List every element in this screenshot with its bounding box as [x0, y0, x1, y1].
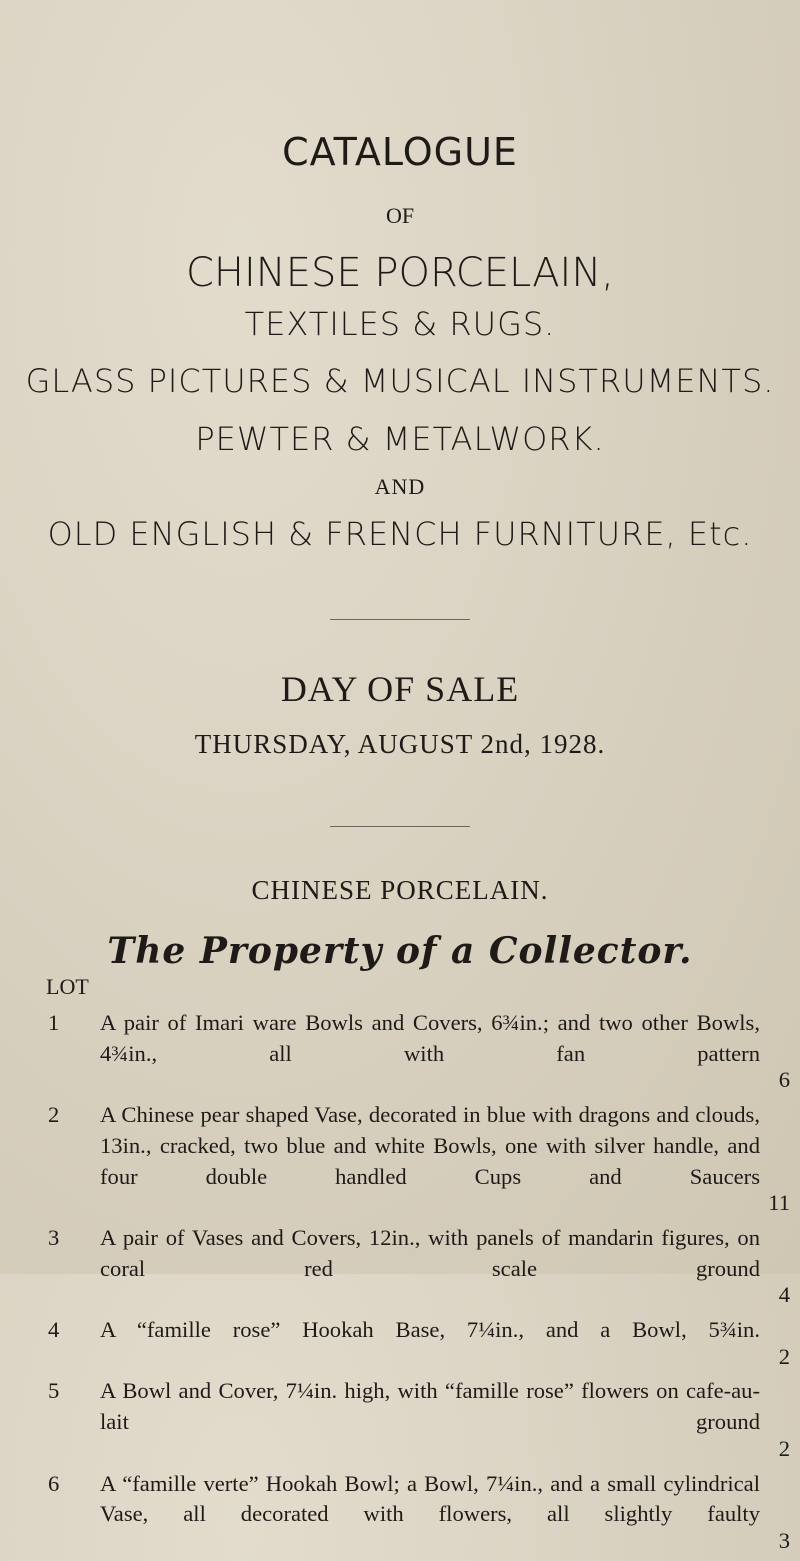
lot-quantity: 2 — [778, 1343, 790, 1369]
lot-number: 2 — [48, 1102, 60, 1128]
lot-item — [40, 1223, 800, 1315]
lot-quantity: 11 — [768, 1190, 790, 1216]
lot-description: A Bowl and Cover, 7¼in. high, with “famille rose” flowers on cafe-au-lait ground — [100, 1378, 760, 1435]
lot-quantity: 6 — [778, 1067, 790, 1093]
catalogue-heading: CATALOGUE — [282, 130, 518, 174]
lot-quantity: 3 — [778, 1527, 790, 1553]
lot-column-label: LOT — [46, 974, 89, 999]
section-heading: CHINESE PORCELAIN. — [251, 875, 549, 905]
lot-item — [40, 1315, 800, 1376]
lot-description: A pair of Imari ware Bowls and Covers, 6¾in.; and two other Bowls, 4¾in., all with fan pattern — [100, 1010, 760, 1066]
divider-rule-bottom — [330, 826, 470, 827]
lot-quantity: 2 — [778, 1435, 790, 1461]
lot-description: A “famille rose” Hookah Base, 7¼in., and a Bowl, 5¾in. — [100, 1317, 760, 1343]
lot-quantity: 4 — [778, 1282, 790, 1308]
and-label: AND — [374, 474, 426, 499]
lot-item — [40, 1008, 800, 1100]
lot-item — [40, 1469, 800, 1561]
lot-number: 6 — [48, 1470, 60, 1496]
lot-description: A pair of Vases and Covers, 12in., with panels of mandarin figures, on coral red scale ground — [100, 1224, 760, 1281]
lot-number: 5 — [48, 1378, 60, 1404]
title-line-5: OLD ENGLISH & FRENCH FURNITURE, Etc. — [47, 515, 753, 553]
lot-description: A “famille verte” Hookah Bowl; a Bowl, 7¼in., and a small cylindrical Vase, all decorated with flowers, all slightly faulty — [100, 1470, 760, 1527]
divider-rule-top — [330, 619, 470, 620]
title-line-4: PEWTER & METALWORK. — [195, 420, 605, 458]
lot-list — [40, 1008, 800, 1561]
sale-date: THURSDAY, AUGUST 2nd, 1928. — [194, 729, 606, 759]
lot-item — [40, 1376, 800, 1468]
title-line-2: TEXTILES & RUGS. — [244, 305, 556, 343]
title-line-3: GLASS PICTURES & MUSICAL INSTRUMENTS. — [25, 362, 775, 400]
day-of-sale-heading: DAY OF SALE — [280, 669, 520, 709]
title-line-1: CHINESE PORCELAIN, — [186, 250, 614, 296]
lot-description: A Chinese pear shaped Vase, decorated in blue with dragons and clouds, 13in., cracked, two blue and white Bowls, one with silver handle, and four double handled Cups and Saucers — [100, 1102, 760, 1189]
collector-subheading: The Property of a Collector. — [107, 930, 693, 972]
lot-number: 4 — [48, 1317, 60, 1343]
of-label: OF — [385, 203, 415, 228]
lot-item — [40, 1100, 800, 1223]
lot-number: 1 — [48, 1010, 60, 1035]
lot-number: 3 — [48, 1224, 60, 1250]
